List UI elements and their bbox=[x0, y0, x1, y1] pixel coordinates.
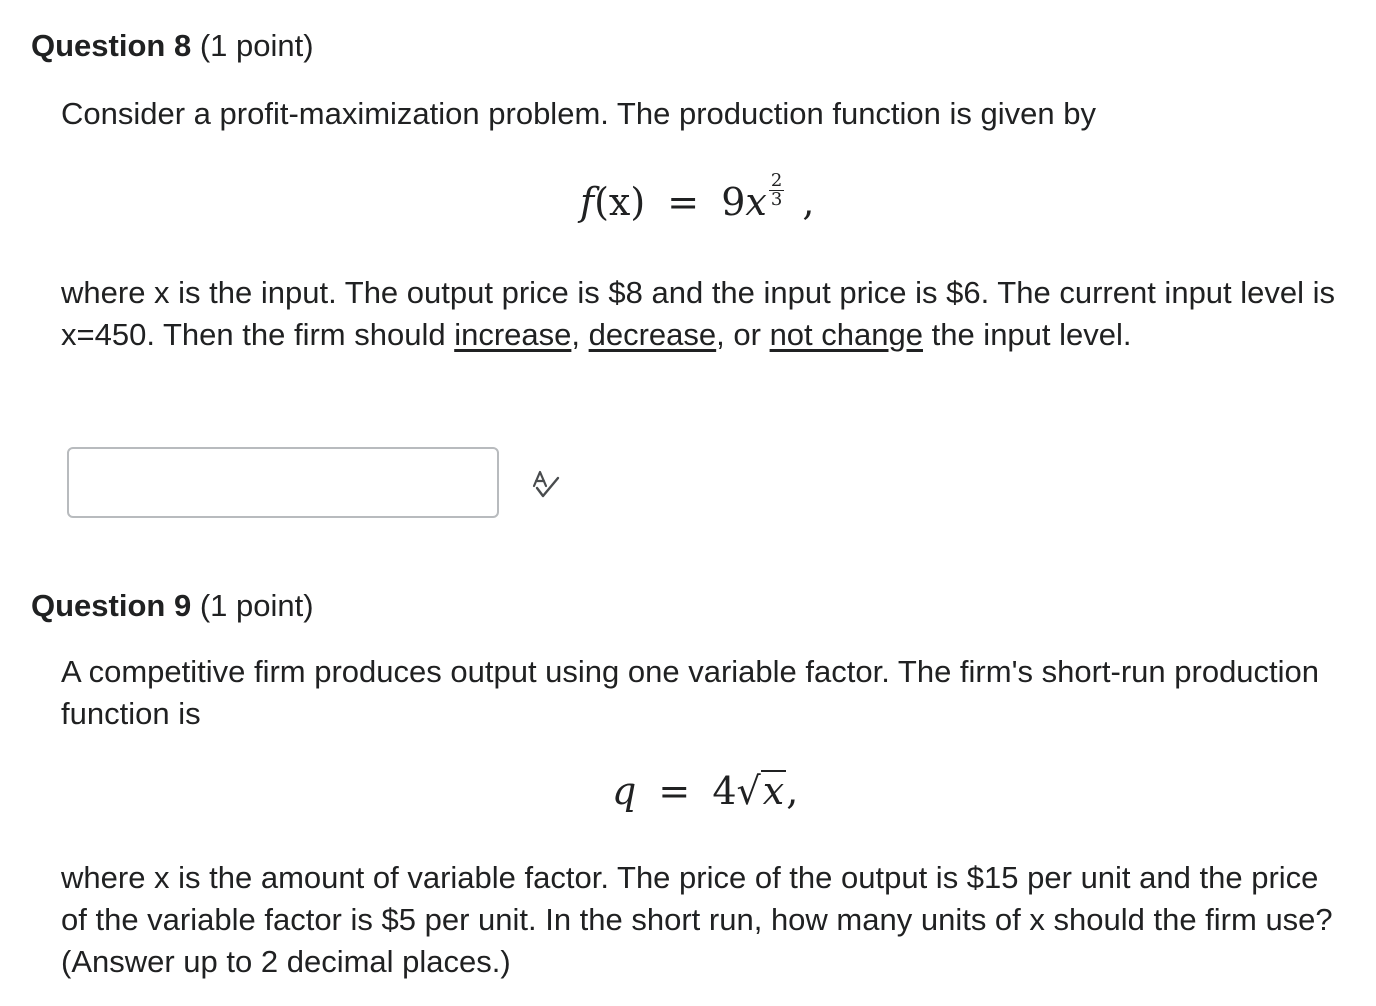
question-8-body: where x is the input. The output price is $8 and the input price is $6. The current input level is x=450. Then the firm should increase, decrease, or not change the input level. bbox=[61, 275, 1336, 352]
question-9-number: Question 9 bbox=[31, 588, 192, 623]
question-8-answer-input[interactable] bbox=[67, 447, 499, 518]
question-9-equation: q = 4√x, bbox=[612, 769, 799, 813]
question-9-points: (1 point) bbox=[199, 588, 314, 623]
question-8-points: (1 point) bbox=[199, 28, 314, 63]
option-increase: increase bbox=[454, 317, 572, 352]
question-8-title bbox=[31, 27, 314, 65]
option-decrease: decrease bbox=[588, 317, 717, 352]
question-9-intro: A competitive firm produces output using one variable factor. The firm's short-run production function is bbox=[61, 654, 1320, 731]
option-not-change: not change bbox=[769, 317, 923, 352]
question-9-title bbox=[31, 587, 314, 625]
exponent-fraction: $\frac{2}{3}$ bbox=[770, 170, 783, 210]
question-8-equation: f(x) = 9x $\frac{2}{3}$ , bbox=[580, 170, 815, 224]
question-8-number: Question 8 bbox=[31, 28, 192, 63]
square-root: √x bbox=[736, 769, 785, 813]
spellcheck-icon[interactable] bbox=[528, 466, 564, 502]
question-8-intro: Consider a profit-maximization problem. The production function is given by bbox=[61, 96, 1096, 131]
question-9-body: where x is the amount of variable factor. The price of the output is $15 per unit and the price of the variable factor is $5 per unit. In the short run, how many units of x should the firm use? (Answer up to 2 decimal places.) bbox=[61, 860, 1333, 979]
